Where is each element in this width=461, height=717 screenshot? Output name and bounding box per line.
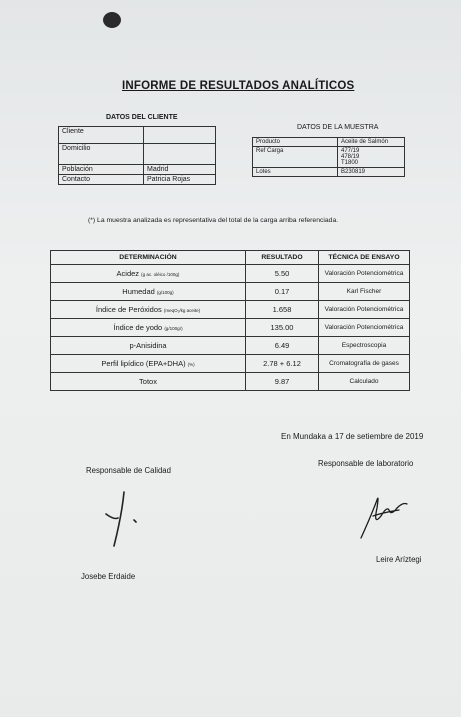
determination-header: DETERMINACIÓN <box>51 251 246 265</box>
contact-label: Contacto <box>59 175 144 185</box>
client-data-table <box>58 126 216 185</box>
representativity-note: (*) La muestra analizada es representativa del total de la carga arriba referenciada. <box>88 217 339 224</box>
technique-cell: Valoración Potenciométrica <box>319 265 410 283</box>
result-cell: 5.50 <box>246 265 319 283</box>
table-row <box>253 138 405 147</box>
table-row <box>59 175 216 185</box>
technique-cell: Valoración Potenciométrica <box>319 319 410 337</box>
results-table <box>50 250 410 391</box>
address-value <box>144 144 216 165</box>
table-row <box>51 283 410 301</box>
city-value: Madrid <box>144 165 216 175</box>
quality-role-label: Responsable de Calidad <box>86 466 171 475</box>
table-row <box>59 144 216 165</box>
technique-header: TÉCNICA DE ENSAYO <box>319 251 410 265</box>
address-label: Domicilio <box>59 144 144 165</box>
place-date: En Mundaka a 17 de setiembre de 2019 <box>281 432 424 441</box>
technique-cell: Calculado <box>319 373 410 391</box>
table-row <box>253 168 405 177</box>
punch-hole <box>103 12 121 28</box>
technique-cell: Karl Fischer <box>319 283 410 301</box>
result-header: RESULTADO <box>246 251 319 265</box>
lots-label: Lotes <box>253 168 338 177</box>
determination-cell: Acidez (g ac. oléico /100g) <box>51 265 246 283</box>
city-label: Población <box>59 165 144 175</box>
batch-ref-label: Ref Carga <box>253 147 338 168</box>
technique-cell: Valoración Potenciométrica <box>319 301 410 319</box>
table-row <box>51 301 410 319</box>
sample-data-table <box>252 137 405 177</box>
table-row <box>51 373 410 391</box>
table-header-row <box>51 251 410 265</box>
sample-section-label: DATOS DE LA MUESTRA <box>297 124 379 131</box>
result-cell: 9.87 <box>246 373 319 391</box>
result-cell: 135.00 <box>246 319 319 337</box>
table-row <box>253 147 405 168</box>
product-value: Aceite de Salmón <box>338 138 405 147</box>
determination-cell: Totox <box>51 373 246 391</box>
lab-role-label: Responsable de laboratorio <box>318 459 414 468</box>
table-row <box>51 265 410 283</box>
contact-value: Patricia Rojas <box>144 175 216 185</box>
determination-cell: Índice de yodo (g/100gr) <box>51 319 246 337</box>
client-label: Cliente <box>59 127 144 144</box>
product-label: Producto <box>253 138 338 147</box>
lab-signer-name: Leire Aríztegi <box>376 555 422 564</box>
result-cell: 2.78 + 6.12 <box>246 355 319 373</box>
result-cell: 1.658 <box>246 301 319 319</box>
table-row <box>59 127 216 144</box>
client-value <box>144 127 216 144</box>
result-cell: 6.49 <box>246 337 319 355</box>
determination-cell: Perfil lipídico (EPA+DHA) (%) <box>51 355 246 373</box>
table-row <box>51 319 410 337</box>
result-cell: 0.17 <box>246 283 319 301</box>
determination-cell: Índice de Peróxidos (meqO₂/kg aceite) <box>51 301 246 319</box>
lots-value: B230819 <box>338 168 405 177</box>
lab-signature <box>355 486 415 546</box>
batch-ref-value: 477/19 478/19 T1800 <box>338 147 405 168</box>
report-title: INFORME DE RESULTADOS ANALÍTICOS <box>122 80 355 92</box>
table-row <box>51 355 410 373</box>
technique-cell: Espectroscopia <box>319 337 410 355</box>
quality-signature <box>100 484 150 554</box>
quality-signer-name: Josebe Erdaide <box>81 572 136 581</box>
table-row <box>51 337 410 355</box>
determination-cell: p-Anisidina <box>51 337 246 355</box>
technique-cell: Cromatografía de gases <box>319 355 410 373</box>
client-section-label: DATOS DEL CLIENTE <box>106 114 178 121</box>
table-row <box>59 165 216 175</box>
determination-cell: Humedad (g/100g) <box>51 283 246 301</box>
